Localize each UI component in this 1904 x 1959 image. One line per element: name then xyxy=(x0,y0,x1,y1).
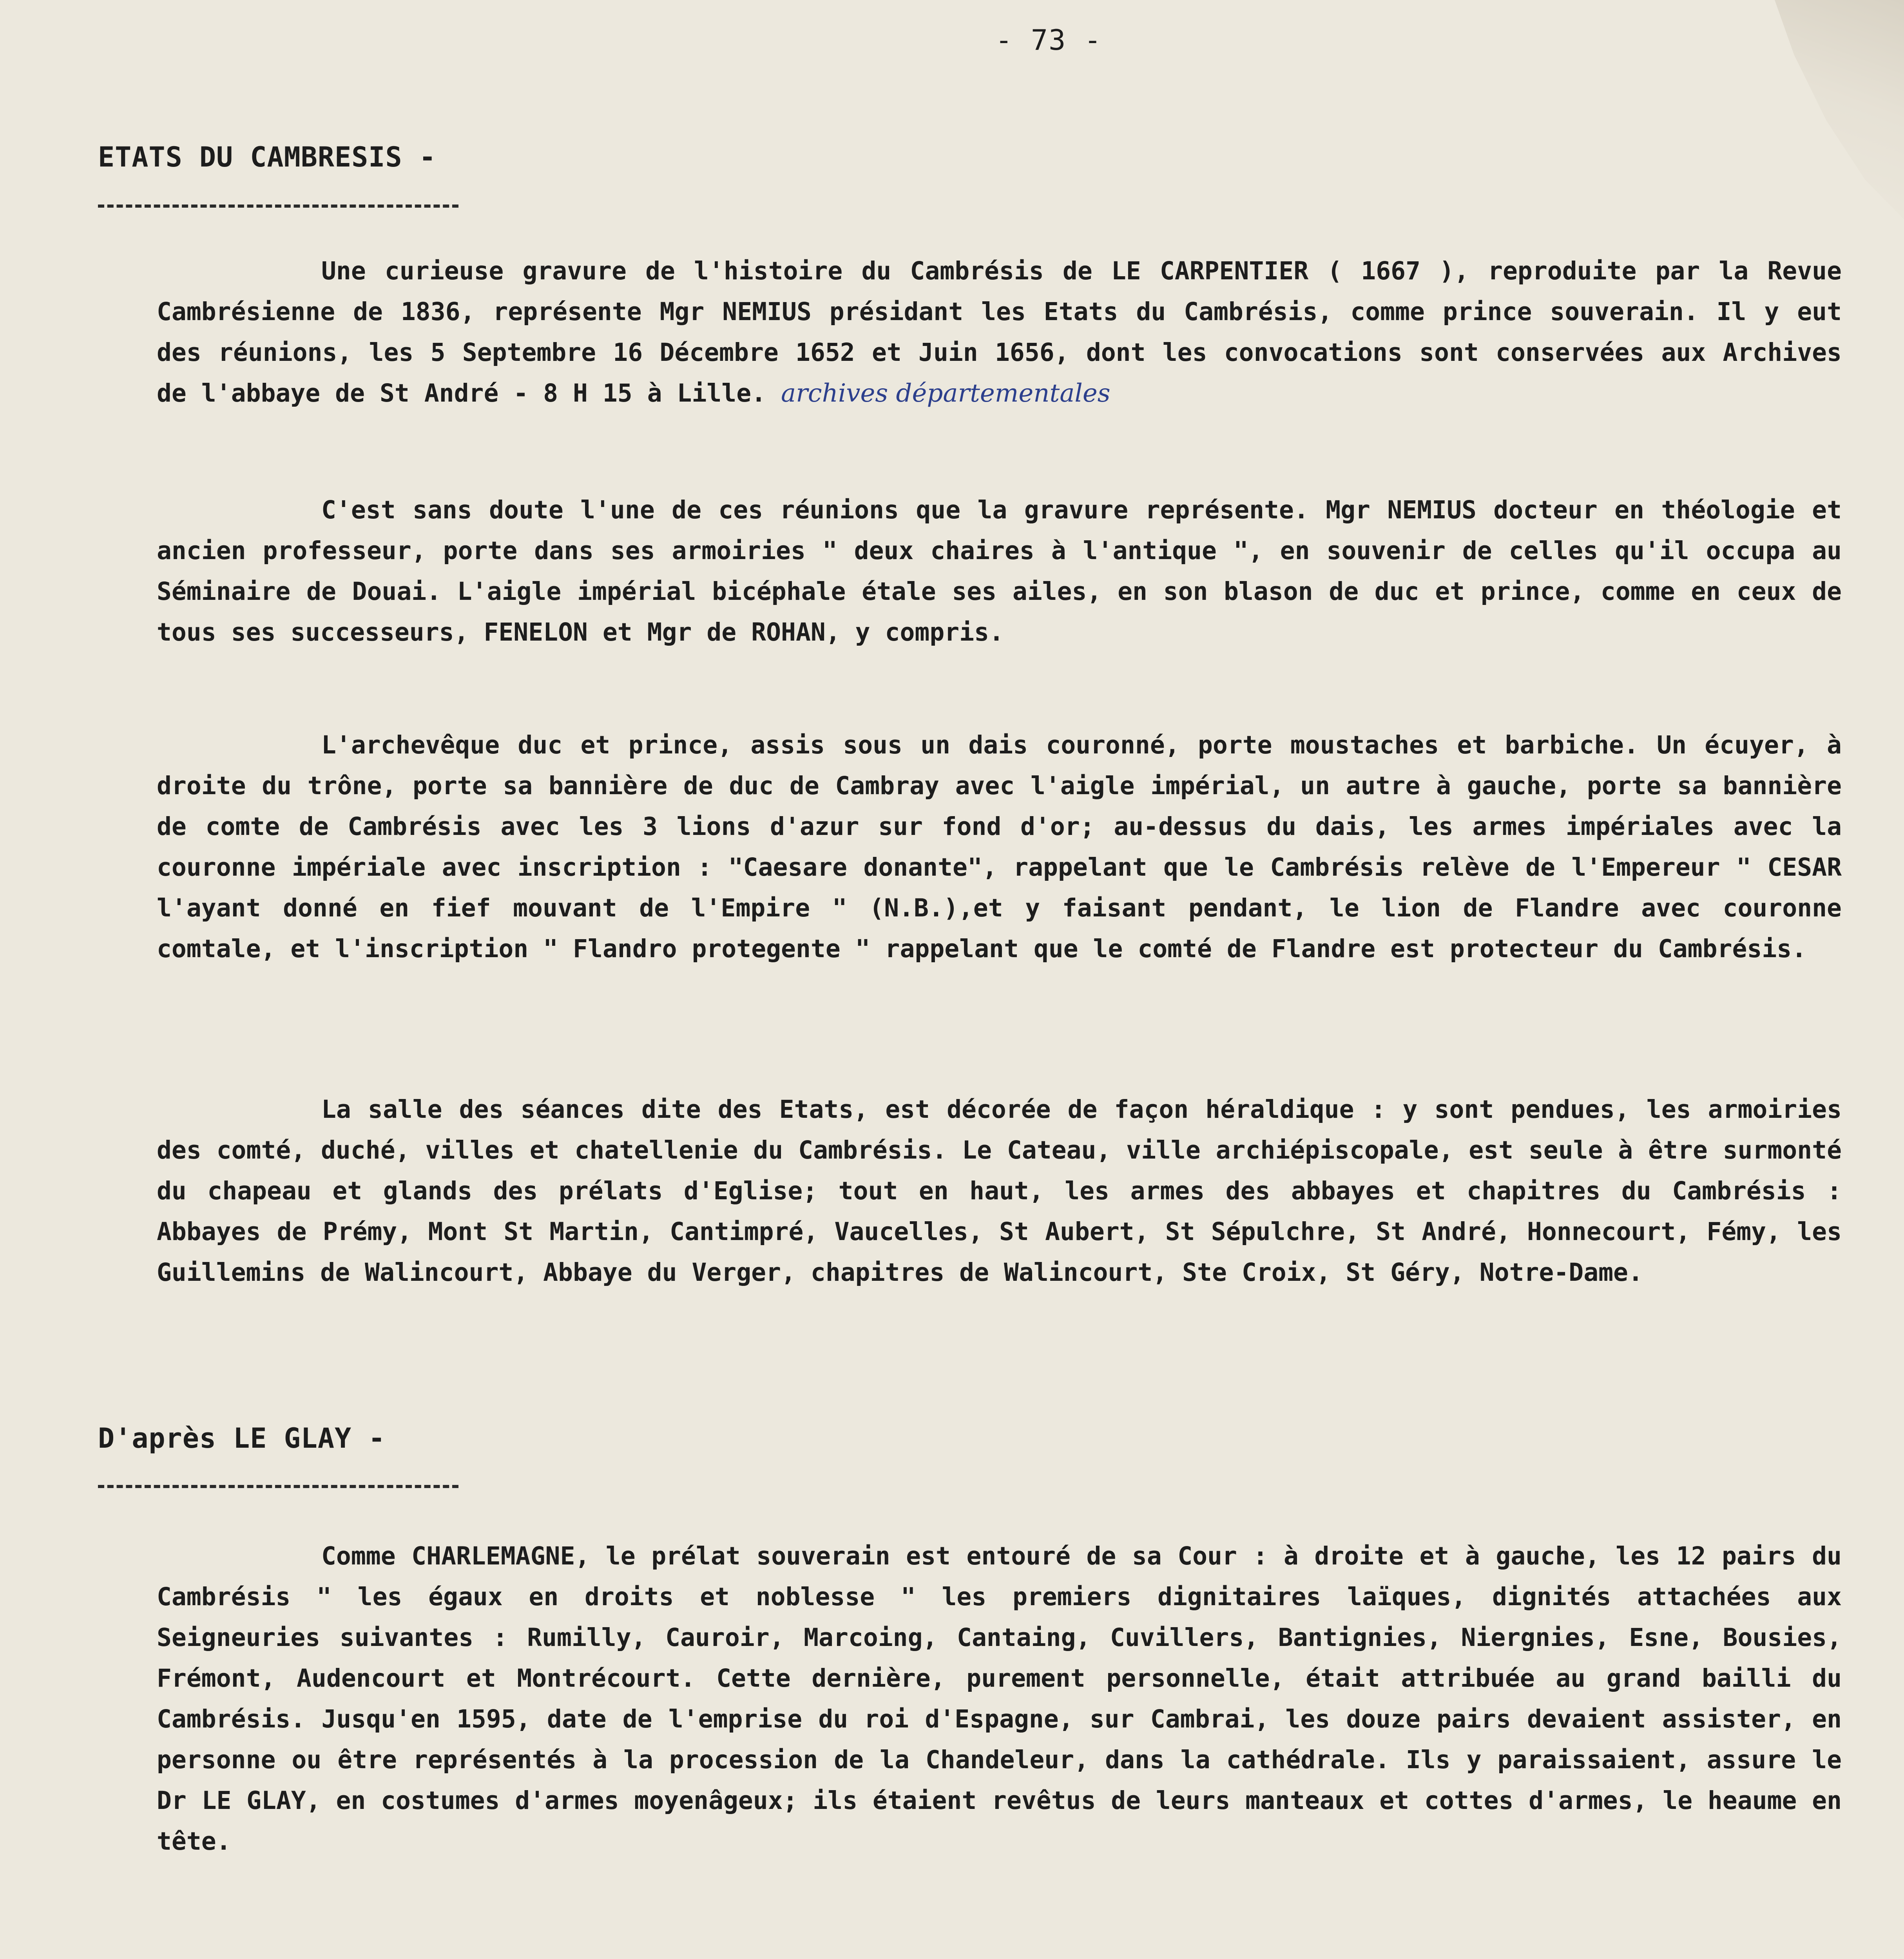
heading-underline xyxy=(98,1485,458,1488)
paragraph-2-text: C'est sans doute l'une de ces réunions que la gravure représente. Mgr NEMIUS docteur en théologie et ancien professeur, porte dans ses armoiries " deux chaires à l'antique ", en souvenir de celles qu'il occupa au Séminaire de Douai. L'aigle impérial bicéphale étale ses ailes, en son blason de duc et prince, comme en ceux de tous ses successeurs, FENELON et Mgr de ROHAN, y compris. xyxy=(157,496,1842,646)
paragraph-3-text: L'archevêque duc et prince, assis sous un dais couronné, porte moustaches et barbiche. Un écuyer, à droite du trône, porte sa bannière de duc de Cambray avec l'aigle impérial, un autre à gauche, porte sa bannière de comte de Cambrésis avec les 3 lions d'azur sur fond d'or; au-dessus du dais, les armes impériales avec la couronne impériale avec inscription : "Caesare donante", rappelant que le Cambrésis relève de l'Empereur " CESAR l'ayant donné en fief mouvant de l'Empire " (N.B.),et y faisant pendant, le lion de Flandre avec couronne comtale, et l'inscription " Flandro protegente " rappelant que le comté de Flandre est protecteur du Cambrésis. xyxy=(157,731,1842,963)
paragraph-4-text: La salle des séances dite des Etats, est décorée de façon héraldique : y sont pendues, les armoiries des comté, duché, villes et chatellenie du Cambrésis. Le Cateau, ville archiépiscopale, est seule à être surmonté du chapeau et glands des prélats d'Eglise; tout en haut, les armes des abbayes et chapitres du Cambrésis : Abbayes de Prémy, Mont St Martin, Cantimpré, Vaucelles, St Aubert, St Sépulchre, St André, Honnecourt, Fémy, les Guillemins de Walincourt, Abbaye du Verger, chapitres de Walincourt, Ste Croix, St Géry, Notre-Dame. xyxy=(157,1095,1842,1287)
torn-corner xyxy=(1775,0,1904,219)
handwritten-annotation: archives départementales xyxy=(781,379,1111,408)
paragraph-5-text: Comme CHARLEMAGNE, le prélat souverain est entouré de sa Cour : à droite et à gauche, les 12 pairs du Cambrésis " les égaux en droits et noblesse " les premiers dignitaires laïques, dignités attachées aux Seigneuries suivantes : Rumilly, Cauroir, Marcoing, Cantaing, Cuvillers, Bantignies, Niergnies, Esne, Bousies, Frémont, Audencourt et Montrécourt. Cette dernière, purement personnelle, était attribuée au grand bailli du Cambrésis. Jusqu'en 1595, date de l'emprise du roi d'Espagne, sur Cambrai, les douze pairs devaient assister, en personne ou être représentés à la procession de la Chandeleur, dans la cathédrale. Ils y paraissaient, assure le Dr LE GLAY, en costumes d'armes moyenâgeux; ils étaient revêtus de leurs manteaux et cottes d'armes, le heaume en tête. xyxy=(157,1542,1842,1856)
page-number: - 73 - xyxy=(995,24,1102,56)
heading-underline xyxy=(98,205,458,208)
paragraph-4 xyxy=(157,1089,1842,1293)
section-heading-le-glay: D'après LE GLAY - xyxy=(98,1422,386,1454)
paragraph-6 xyxy=(157,1955,1842,1959)
paragraph-6-text xyxy=(157,1955,1842,1959)
paragraph-1 xyxy=(157,251,1842,414)
section-heading-etats: ETATS DU CAMBRESIS - xyxy=(98,141,436,173)
paragraph-2 xyxy=(157,490,1842,653)
paragraph-5 xyxy=(157,1536,1842,1862)
paragraph-1-text: Une curieuse gravure de l'histoire du Cambrésis de LE CARPENTIER ( 1667 ), reproduite par la Revue Cambrésienne de 1836, représente Mgr NEMIUS présidant les Etats du Cambrésis, comme prince souverain. Il y eut des réunions, les 5 Septembre 16 Décembre 1652 et Juin 1656, dont les convocations sont conservées aux Archives de l'abbaye de St André - 8 H 15 à Lille. xyxy=(157,257,1842,407)
paragraph-3 xyxy=(157,725,1842,969)
